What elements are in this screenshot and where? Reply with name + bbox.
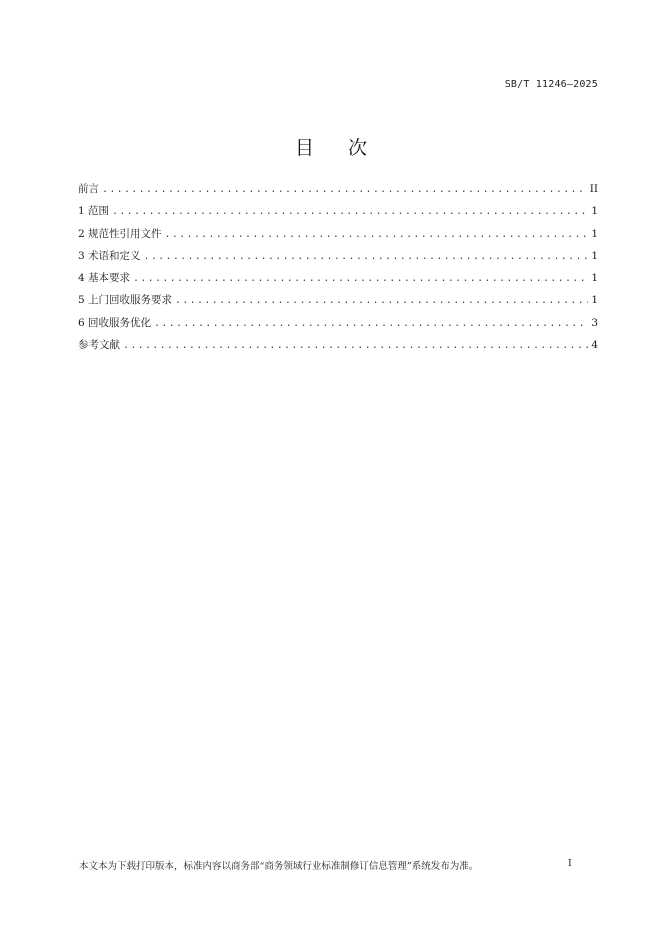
toc-entry-page: II bbox=[589, 183, 598, 195]
toc-entry-foreword[interactable] bbox=[78, 181, 598, 203]
dot-leader bbox=[102, 182, 587, 198]
dot-leader bbox=[123, 338, 588, 354]
toc-entry-page: 1 bbox=[591, 272, 598, 285]
toc-entry-label: 3 术语和定义 bbox=[78, 249, 141, 262]
dot-leader bbox=[175, 293, 588, 309]
dot-leader bbox=[165, 227, 589, 243]
dot-leader bbox=[133, 271, 588, 287]
toc-entry-label: 4 基本要求 bbox=[78, 272, 131, 285]
footer-disclaimer: 本文本为下载打印版本，标准内容以商务部“商务领域行业标准制修订信息管理”系统发布为准。 bbox=[79, 861, 479, 872]
toc-entry-door-to-door-service[interactable] bbox=[78, 292, 598, 314]
toc-entry-label: 2 规范性引用文件 bbox=[78, 227, 162, 240]
standard-code: SB/T 11246—2025 bbox=[504, 79, 598, 90]
dot-leader bbox=[154, 316, 588, 332]
toc-entry-page: 1 bbox=[591, 205, 598, 218]
page-number: I bbox=[568, 858, 572, 869]
toc-entry-page: 4 bbox=[591, 339, 598, 352]
toc-entry-label: 5 上门回收服务要求 bbox=[78, 294, 173, 307]
toc-entry-page: 1 bbox=[591, 294, 598, 307]
dot-leader bbox=[144, 249, 589, 265]
toc-entry-page: 3 bbox=[591, 316, 598, 329]
toc-entry-bibliography[interactable] bbox=[78, 337, 598, 359]
toc-entry-basic-requirements[interactable] bbox=[78, 270, 598, 292]
toc-entry-normative-references[interactable] bbox=[78, 226, 598, 248]
toc-entry-terms-definitions[interactable] bbox=[78, 248, 598, 270]
dot-leader bbox=[112, 204, 588, 220]
page-title: 目次 bbox=[294, 137, 401, 159]
toc-entry-page: 1 bbox=[591, 249, 598, 262]
toc-entry-scope[interactable] bbox=[78, 203, 598, 225]
toc-entry-label: 6 回收服务优化 bbox=[78, 316, 152, 329]
toc-entry-service-optimization[interactable] bbox=[78, 315, 598, 337]
table-of-contents bbox=[78, 181, 598, 359]
toc-entry-page: 1 bbox=[591, 227, 598, 240]
toc-entry-label: 1 范围 bbox=[78, 205, 110, 218]
toc-entry-label: 前言 bbox=[78, 183, 99, 195]
toc-entry-label: 参考文献 bbox=[78, 339, 120, 352]
